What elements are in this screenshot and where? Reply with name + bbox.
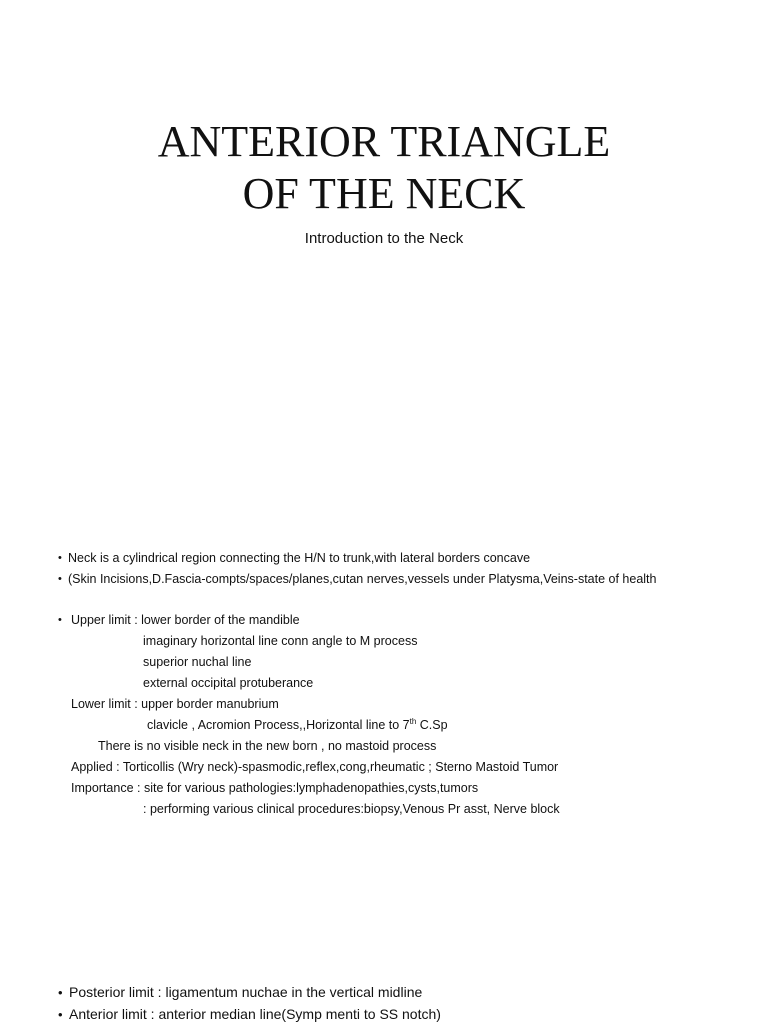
lower-limit-label: Lower limit : upper border manubrium xyxy=(71,697,279,711)
upper-limit-item-3: superior nuchal line xyxy=(143,655,252,669)
upper-limit-item-4: external occipital protuberance xyxy=(143,676,314,690)
importance-line-2: : performing various clinical procedures:biopsy,Venous Pr asst, Nerve block xyxy=(143,802,560,816)
upper-limit-item-2: imaginary horizontal line conn angle to M process xyxy=(143,634,418,648)
bullet-marker: • xyxy=(58,985,63,1000)
bullet-marker: • xyxy=(58,614,62,626)
newborn-note: There is no visible neck in the new born , no mastoid process xyxy=(98,739,437,753)
applied-note: Applied : Torticollis (Wry neck)-spasmodic,reflex,cong,rheumatic ; Sterno Mastoid Tumor xyxy=(71,760,559,774)
bullet-marker: • xyxy=(58,552,62,564)
bullet-marker: • xyxy=(58,573,62,585)
slide-title-line-2: OF THE NECK xyxy=(242,169,526,218)
upper-limit-label: Upper limit : lower border of the mandible xyxy=(71,613,300,627)
bullet-neck-definition: Neck is a cylindrical region connecting the H/N to trunk,with lateral borders concave xyxy=(68,551,531,565)
slide-title-line-1: ANTERIOR TRIANGLE xyxy=(157,117,611,166)
posterior-limit: Posterior limit : ligamentum nuchae in the vertical midline xyxy=(69,984,423,1000)
bullet-marker: • xyxy=(58,1007,63,1022)
lower-limit-item-2 xyxy=(147,717,448,734)
slide-subtitle: Introduction to the Neck xyxy=(304,230,464,247)
importance-line-1: Importance : site for various pathologies:lymphadenopathies,cysts,tumors xyxy=(71,781,479,795)
anterior-limit: Anterior limit : anterior median line(Symp menti to SS notch) xyxy=(69,1006,441,1022)
lower-limit-text: clavicle , Acromion Process,,Horizontal line to 7 xyxy=(147,718,410,732)
superscript-th: th xyxy=(409,716,417,726)
lower-limit-text-end: C.Sp xyxy=(416,718,448,732)
bullet-skin-incisions: (Skin Incisions,D.Fascia-compts/spaces/planes,cutan nerves,vessels under Platysma,Veins-state of health xyxy=(68,572,657,586)
